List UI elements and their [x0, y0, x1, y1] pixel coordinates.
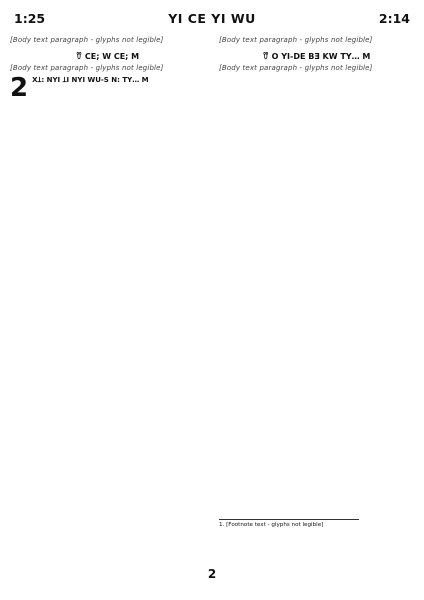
- page-number: 2: [207, 567, 217, 581]
- right-column: [219, 36, 414, 518]
- body-paragraph: [Body text paragraph - glyphs not legible]: [219, 64, 373, 73]
- body-paragraph: [Body text paragraph - glyphs not legible]: [10, 64, 164, 73]
- body-paragraph: [Body text paragraph - glyphs not legible]: [10, 36, 164, 44]
- section-heading: ꀎ O YI-DE BƎ KW TY… M: [262, 52, 371, 62]
- section-heading: ꀎ CE; W CE; M: [75, 52, 140, 62]
- chapter-intro: XꞱ: NYI ꞱI NYI WU-S N: TY… M: [32, 75, 149, 84]
- header-book-title: YI CE YI WU: [168, 11, 256, 26]
- header-left-reference: 1:25: [14, 11, 46, 26]
- chapter-number: 2: [10, 72, 29, 103]
- body-paragraph: [Body text paragraph - glyphs not legible]: [219, 36, 373, 44]
- footnote-divider: [219, 519, 359, 520]
- running-header: [10, 8, 414, 28]
- left-column: [10, 36, 205, 518]
- header-right-reference: 2:14: [378, 11, 410, 26]
- footnote: 1. [Footnote text - glyphs not legible]: [219, 522, 324, 528]
- chapter-start: [10, 72, 205, 103]
